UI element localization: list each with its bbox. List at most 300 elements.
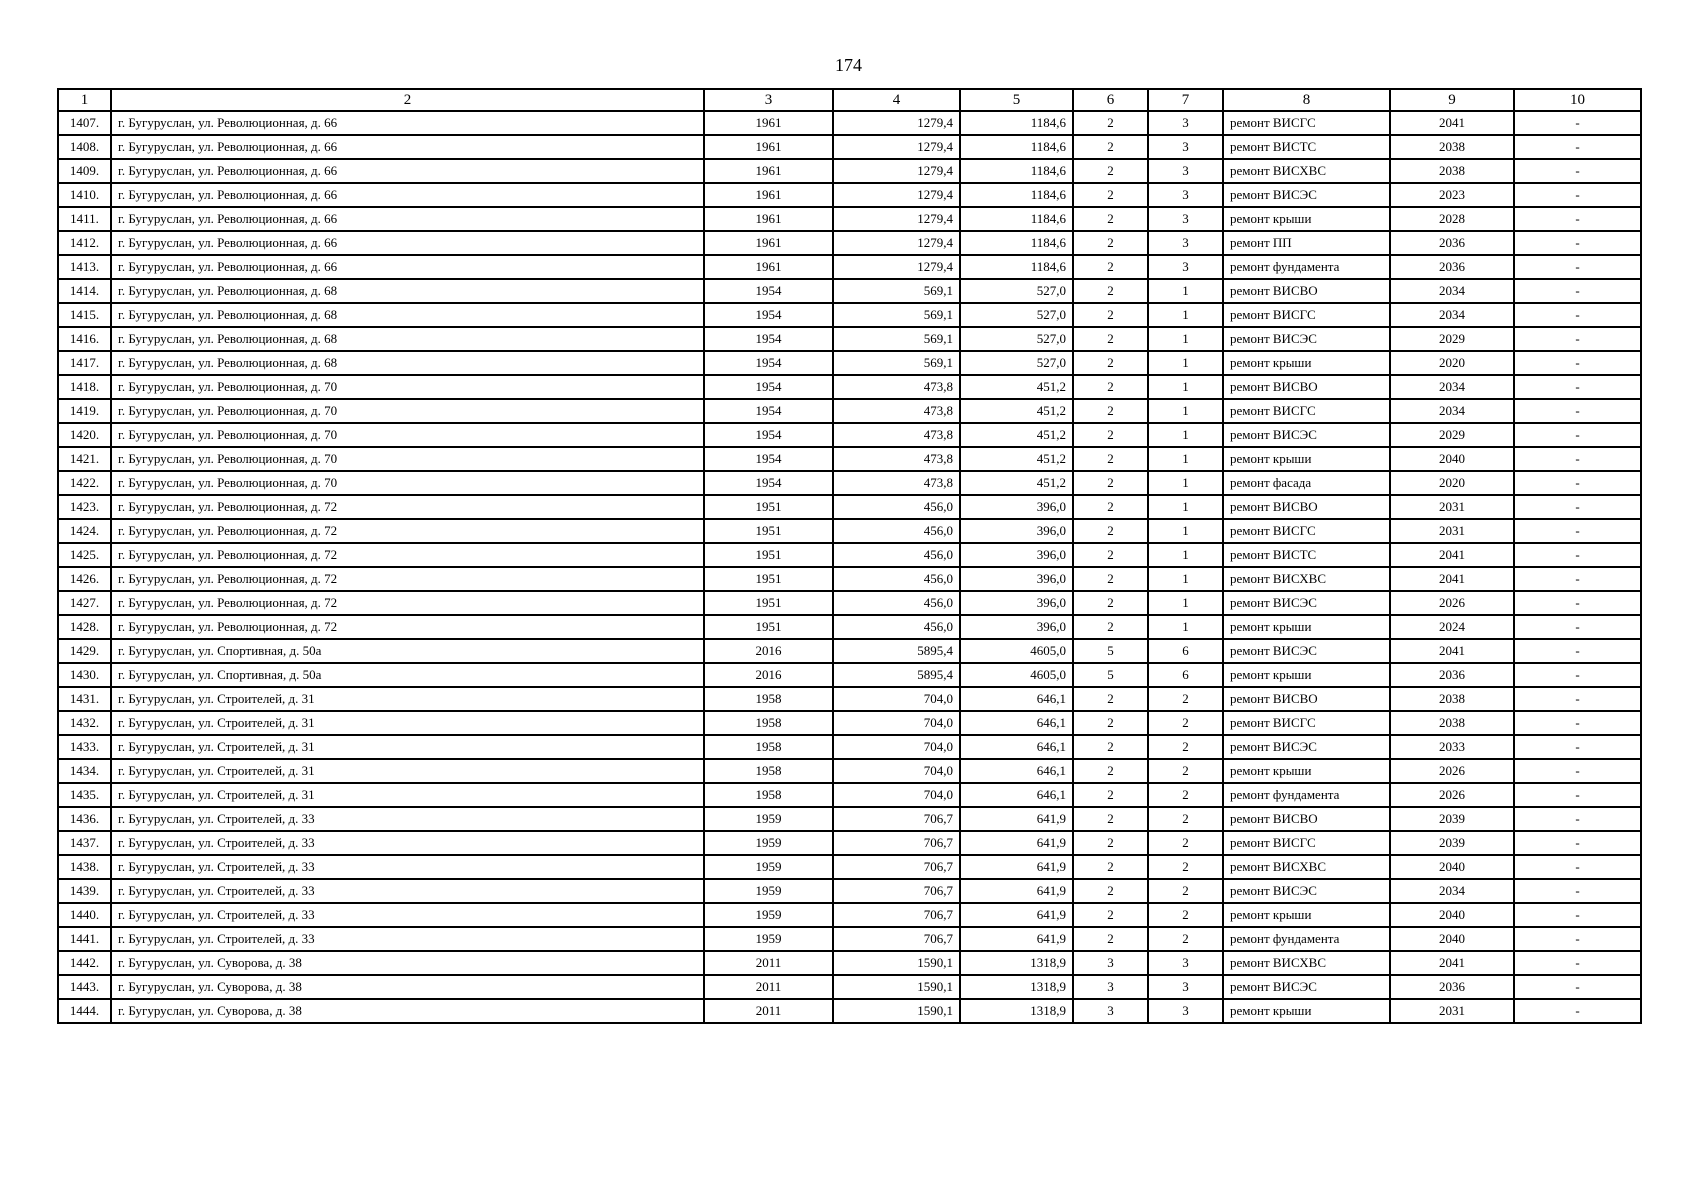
cell-living-area: 396,0 xyxy=(960,519,1073,543)
cell-total-area: 1279,4 xyxy=(833,111,960,135)
cell-total-area: 569,1 xyxy=(833,279,960,303)
cell-living-area: 4605,0 xyxy=(960,663,1073,687)
cell-build-year: 1954 xyxy=(704,279,833,303)
cell-entrances: 3 xyxy=(1148,183,1223,207)
repair-schedule-table xyxy=(57,88,1642,1024)
cell-note: - xyxy=(1514,351,1641,375)
cell-living-area: 641,9 xyxy=(960,927,1073,951)
cell-total-area: 1279,4 xyxy=(833,207,960,231)
cell-address: г. Бугуруслан, ул. Революционная, д. 70 xyxy=(111,399,704,423)
cell-work-type: ремонт фасада xyxy=(1223,471,1390,495)
cell-work-type: ремонт ВИСЭС xyxy=(1223,423,1390,447)
cell-planned-year: 2038 xyxy=(1390,711,1514,735)
cell-note: - xyxy=(1514,615,1641,639)
cell-floors: 2 xyxy=(1073,183,1148,207)
table-row xyxy=(58,687,1641,711)
cell-planned-year: 2029 xyxy=(1390,327,1514,351)
cell-living-area: 1318,9 xyxy=(960,975,1073,999)
cell-work-type: ремонт ПП xyxy=(1223,231,1390,255)
cell-work-type: ремонт ВИСВО xyxy=(1223,807,1390,831)
cell-living-area: 396,0 xyxy=(960,567,1073,591)
cell-entrances: 2 xyxy=(1148,927,1223,951)
cell-note: - xyxy=(1514,927,1641,951)
cell-address: г. Бугуруслан, ул. Суворова, д. 38 xyxy=(111,951,704,975)
cell-planned-year: 2036 xyxy=(1390,255,1514,279)
cell-planned-year: 2026 xyxy=(1390,759,1514,783)
table-row xyxy=(58,591,1641,615)
cell-row-number: 1441. xyxy=(58,927,111,951)
cell-living-area: 527,0 xyxy=(960,351,1073,375)
cell-build-year: 1959 xyxy=(704,855,833,879)
cell-total-area: 704,0 xyxy=(833,735,960,759)
cell-address: г. Бугуруслан, ул. Революционная, д. 66 xyxy=(111,255,704,279)
cell-planned-year: 2038 xyxy=(1390,687,1514,711)
cell-living-area: 646,1 xyxy=(960,711,1073,735)
cell-living-area: 641,9 xyxy=(960,855,1073,879)
cell-work-type: ремонт ВИСГС xyxy=(1223,831,1390,855)
cell-floors: 2 xyxy=(1073,567,1148,591)
cell-address: г. Бугуруслан, ул. Революционная, д. 68 xyxy=(111,303,704,327)
cell-address: г. Бугуруслан, ул. Революционная, д. 70 xyxy=(111,471,704,495)
cell-row-number: 1422. xyxy=(58,471,111,495)
cell-address: г. Бугуруслан, ул. Революционная, д. 70 xyxy=(111,423,704,447)
cell-work-type: ремонт ВИСВО xyxy=(1223,687,1390,711)
cell-row-number: 1418. xyxy=(58,375,111,399)
cell-note: - xyxy=(1514,375,1641,399)
cell-address: г. Бугуруслан, ул. Строителей, д. 33 xyxy=(111,831,704,855)
cell-work-type: ремонт ВИСТС xyxy=(1223,543,1390,567)
table-row xyxy=(58,735,1641,759)
cell-floors: 3 xyxy=(1073,951,1148,975)
cell-address: г. Бугуруслан, ул. Строителей, д. 33 xyxy=(111,879,704,903)
table-row xyxy=(58,711,1641,735)
cell-work-type: ремонт ВИСГС xyxy=(1223,303,1390,327)
cell-row-number: 1426. xyxy=(58,567,111,591)
cell-living-area: 646,1 xyxy=(960,735,1073,759)
cell-total-area: 5895,4 xyxy=(833,663,960,687)
table-row xyxy=(58,495,1641,519)
cell-build-year: 1961 xyxy=(704,255,833,279)
cell-row-number: 1432. xyxy=(58,711,111,735)
cell-build-year: 1958 xyxy=(704,687,833,711)
cell-planned-year: 2036 xyxy=(1390,231,1514,255)
cell-entrances: 1 xyxy=(1148,567,1223,591)
cell-planned-year: 2031 xyxy=(1390,495,1514,519)
cell-note: - xyxy=(1514,183,1641,207)
cell-planned-year: 2041 xyxy=(1390,951,1514,975)
cell-planned-year: 2034 xyxy=(1390,279,1514,303)
cell-floors: 2 xyxy=(1073,543,1148,567)
cell-address: г. Бугуруслан, ул. Революционная, д. 66 xyxy=(111,111,704,135)
cell-floors: 2 xyxy=(1073,279,1148,303)
cell-row-number: 1417. xyxy=(58,351,111,375)
table-row xyxy=(58,543,1641,567)
cell-floors: 5 xyxy=(1073,639,1148,663)
table-row xyxy=(58,567,1641,591)
cell-total-area: 473,8 xyxy=(833,423,960,447)
cell-entrances: 1 xyxy=(1148,399,1223,423)
cell-row-number: 1413. xyxy=(58,255,111,279)
cell-total-area: 1590,1 xyxy=(833,975,960,999)
cell-row-number: 1416. xyxy=(58,327,111,351)
cell-planned-year: 2040 xyxy=(1390,855,1514,879)
cell-planned-year: 2038 xyxy=(1390,135,1514,159)
cell-floors: 2 xyxy=(1073,327,1148,351)
cell-total-area: 456,0 xyxy=(833,495,960,519)
cell-work-type: ремонт ВИСЭС xyxy=(1223,327,1390,351)
cell-build-year: 1958 xyxy=(704,759,833,783)
cell-planned-year: 2031 xyxy=(1390,999,1514,1023)
cell-work-type: ремонт ВИСГС xyxy=(1223,399,1390,423)
cell-living-area: 451,2 xyxy=(960,423,1073,447)
cell-planned-year: 2041 xyxy=(1390,543,1514,567)
cell-living-area: 641,9 xyxy=(960,807,1073,831)
cell-work-type: ремонт ВИСЭС xyxy=(1223,975,1390,999)
cell-work-type: ремонт крыши xyxy=(1223,207,1390,231)
table-row xyxy=(58,399,1641,423)
cell-address: г. Бугуруслан, ул. Революционная, д. 66 xyxy=(111,135,704,159)
cell-work-type: ремонт ВИСХВС xyxy=(1223,159,1390,183)
cell-entrances: 1 xyxy=(1148,447,1223,471)
cell-floors: 2 xyxy=(1073,375,1148,399)
cell-total-area: 473,8 xyxy=(833,471,960,495)
cell-row-number: 1427. xyxy=(58,591,111,615)
cell-row-number: 1435. xyxy=(58,783,111,807)
cell-note: - xyxy=(1514,399,1641,423)
cell-work-type: ремонт крыши xyxy=(1223,351,1390,375)
table-row xyxy=(58,903,1641,927)
cell-entrances: 1 xyxy=(1148,351,1223,375)
cell-row-number: 1415. xyxy=(58,303,111,327)
cell-entrances: 1 xyxy=(1148,591,1223,615)
cell-row-number: 1436. xyxy=(58,807,111,831)
cell-living-area: 641,9 xyxy=(960,831,1073,855)
table-row xyxy=(58,327,1641,351)
cell-entrances: 3 xyxy=(1148,255,1223,279)
cell-entrances: 1 xyxy=(1148,303,1223,327)
cell-total-area: 569,1 xyxy=(833,351,960,375)
cell-build-year: 1954 xyxy=(704,327,833,351)
cell-address: г. Бугуруслан, ул. Суворова, д. 38 xyxy=(111,975,704,999)
cell-row-number: 1421. xyxy=(58,447,111,471)
cell-address: г. Бугуруслан, ул. Революционная, д. 66 xyxy=(111,183,704,207)
column-header-8: 8 xyxy=(1223,89,1390,111)
table-row xyxy=(58,303,1641,327)
cell-build-year: 1958 xyxy=(704,735,833,759)
cell-floors: 2 xyxy=(1073,423,1148,447)
cell-total-area: 5895,4 xyxy=(833,639,960,663)
column-header-1: 1 xyxy=(58,89,111,111)
cell-planned-year: 2036 xyxy=(1390,975,1514,999)
cell-floors: 2 xyxy=(1073,807,1148,831)
cell-planned-year: 2034 xyxy=(1390,303,1514,327)
cell-entrances: 1 xyxy=(1148,375,1223,399)
column-header-2: 2 xyxy=(111,89,704,111)
cell-note: - xyxy=(1514,135,1641,159)
cell-address: г. Бугуруслан, ул. Революционная, д. 68 xyxy=(111,279,704,303)
cell-planned-year: 2026 xyxy=(1390,783,1514,807)
cell-build-year: 1961 xyxy=(704,231,833,255)
table-row xyxy=(58,927,1641,951)
cell-row-number: 1428. xyxy=(58,615,111,639)
table-row xyxy=(58,231,1641,255)
cell-work-type: ремонт фундамента xyxy=(1223,783,1390,807)
cell-planned-year: 2026 xyxy=(1390,591,1514,615)
cell-build-year: 1961 xyxy=(704,159,833,183)
cell-work-type: ремонт ВИСЭС xyxy=(1223,591,1390,615)
cell-address: г. Бугуруслан, ул. Революционная, д. 68 xyxy=(111,351,704,375)
cell-row-number: 1423. xyxy=(58,495,111,519)
cell-build-year: 1959 xyxy=(704,927,833,951)
cell-total-area: 1590,1 xyxy=(833,999,960,1023)
cell-row-number: 1444. xyxy=(58,999,111,1023)
cell-entrances: 2 xyxy=(1148,759,1223,783)
table-row xyxy=(58,207,1641,231)
cell-work-type: ремонт ВИСЭС xyxy=(1223,735,1390,759)
cell-total-area: 706,7 xyxy=(833,855,960,879)
cell-floors: 2 xyxy=(1073,351,1148,375)
cell-build-year: 1954 xyxy=(704,399,833,423)
cell-work-type: ремонт фундамента xyxy=(1223,927,1390,951)
table-row xyxy=(58,951,1641,975)
cell-entrances: 2 xyxy=(1148,831,1223,855)
cell-note: - xyxy=(1514,855,1641,879)
cell-address: г. Бугуруслан, ул. Революционная, д. 72 xyxy=(111,519,704,543)
cell-row-number: 1437. xyxy=(58,831,111,855)
header-row xyxy=(58,89,1641,111)
cell-entrances: 2 xyxy=(1148,711,1223,735)
cell-row-number: 1424. xyxy=(58,519,111,543)
cell-living-area: 451,2 xyxy=(960,471,1073,495)
cell-work-type: ремонт ВИСВО xyxy=(1223,375,1390,399)
cell-entrances: 3 xyxy=(1148,999,1223,1023)
cell-entrances: 1 xyxy=(1148,543,1223,567)
table-row xyxy=(58,855,1641,879)
cell-address: г. Бугуруслан, ул. Строителей, д. 31 xyxy=(111,687,704,711)
cell-planned-year: 2040 xyxy=(1390,903,1514,927)
cell-build-year: 1961 xyxy=(704,111,833,135)
cell-build-year: 1954 xyxy=(704,447,833,471)
cell-note: - xyxy=(1514,807,1641,831)
cell-note: - xyxy=(1514,327,1641,351)
cell-note: - xyxy=(1514,663,1641,687)
table-row xyxy=(58,111,1641,135)
cell-note: - xyxy=(1514,279,1641,303)
cell-floors: 2 xyxy=(1073,303,1148,327)
cell-planned-year: 2039 xyxy=(1390,807,1514,831)
column-header-4: 4 xyxy=(833,89,960,111)
cell-note: - xyxy=(1514,231,1641,255)
table-row xyxy=(58,471,1641,495)
table-row xyxy=(58,759,1641,783)
cell-work-type: ремонт крыши xyxy=(1223,999,1390,1023)
cell-planned-year: 2028 xyxy=(1390,207,1514,231)
cell-floors: 2 xyxy=(1073,231,1148,255)
cell-build-year: 1954 xyxy=(704,423,833,447)
cell-entrances: 2 xyxy=(1148,687,1223,711)
cell-total-area: 704,0 xyxy=(833,783,960,807)
cell-entrances: 2 xyxy=(1148,807,1223,831)
cell-living-area: 1184,6 xyxy=(960,231,1073,255)
cell-floors: 2 xyxy=(1073,711,1148,735)
cell-work-type: ремонт крыши xyxy=(1223,447,1390,471)
cell-row-number: 1440. xyxy=(58,903,111,927)
cell-entrances: 2 xyxy=(1148,735,1223,759)
cell-floors: 2 xyxy=(1073,111,1148,135)
cell-work-type: ремонт ВИСЭС xyxy=(1223,183,1390,207)
cell-living-area: 646,1 xyxy=(960,759,1073,783)
cell-row-number: 1443. xyxy=(58,975,111,999)
cell-row-number: 1442. xyxy=(58,951,111,975)
cell-living-area: 1184,6 xyxy=(960,183,1073,207)
cell-note: - xyxy=(1514,423,1641,447)
cell-total-area: 1279,4 xyxy=(833,159,960,183)
cell-total-area: 1279,4 xyxy=(833,183,960,207)
cell-address: г. Бугуруслан, ул. Революционная, д. 72 xyxy=(111,543,704,567)
cell-floors: 2 xyxy=(1073,783,1148,807)
cell-work-type: ремонт ВИСЭС xyxy=(1223,879,1390,903)
cell-work-type: ремонт ВИСВО xyxy=(1223,495,1390,519)
column-header-10: 10 xyxy=(1514,89,1641,111)
cell-address: г. Бугуруслан, ул. Революционная, д. 68 xyxy=(111,327,704,351)
cell-planned-year: 2038 xyxy=(1390,159,1514,183)
cell-floors: 2 xyxy=(1073,255,1148,279)
cell-floors: 2 xyxy=(1073,471,1148,495)
cell-row-number: 1410. xyxy=(58,183,111,207)
cell-total-area: 706,7 xyxy=(833,831,960,855)
cell-planned-year: 2036 xyxy=(1390,663,1514,687)
cell-entrances: 3 xyxy=(1148,135,1223,159)
cell-entrances: 3 xyxy=(1148,975,1223,999)
cell-build-year: 1959 xyxy=(704,903,833,927)
cell-build-year: 1958 xyxy=(704,711,833,735)
cell-total-area: 706,7 xyxy=(833,903,960,927)
cell-row-number: 1434. xyxy=(58,759,111,783)
cell-build-year: 1951 xyxy=(704,543,833,567)
cell-total-area: 706,7 xyxy=(833,927,960,951)
cell-entrances: 1 xyxy=(1148,519,1223,543)
cell-row-number: 1412. xyxy=(58,231,111,255)
cell-work-type: ремонт ВИСГС xyxy=(1223,519,1390,543)
table-row xyxy=(58,351,1641,375)
cell-address: г. Бугуруслан, ул. Революционная, д. 66 xyxy=(111,231,704,255)
table-row xyxy=(58,159,1641,183)
cell-living-area: 646,1 xyxy=(960,687,1073,711)
cell-planned-year: 2034 xyxy=(1390,879,1514,903)
cell-work-type: ремонт крыши xyxy=(1223,903,1390,927)
cell-entrances: 3 xyxy=(1148,207,1223,231)
cell-work-type: ремонт ВИСТС xyxy=(1223,135,1390,159)
cell-build-year: 1954 xyxy=(704,471,833,495)
cell-note: - xyxy=(1514,159,1641,183)
cell-entrances: 6 xyxy=(1148,639,1223,663)
cell-row-number: 1425. xyxy=(58,543,111,567)
cell-total-area: 1279,4 xyxy=(833,231,960,255)
cell-note: - xyxy=(1514,255,1641,279)
cell-row-number: 1419. xyxy=(58,399,111,423)
cell-total-area: 456,0 xyxy=(833,543,960,567)
cell-total-area: 569,1 xyxy=(833,327,960,351)
table-row xyxy=(58,255,1641,279)
table-row xyxy=(58,183,1641,207)
cell-build-year: 2016 xyxy=(704,663,833,687)
cell-note: - xyxy=(1514,519,1641,543)
column-header-6: 6 xyxy=(1073,89,1148,111)
cell-address: г. Бугуруслан, ул. Строителей, д. 33 xyxy=(111,927,704,951)
cell-address: г. Бугуруслан, ул. Спортивная, д. 50а xyxy=(111,663,704,687)
cell-row-number: 1439. xyxy=(58,879,111,903)
cell-entrances: 2 xyxy=(1148,903,1223,927)
cell-planned-year: 2031 xyxy=(1390,519,1514,543)
cell-row-number: 1409. xyxy=(58,159,111,183)
cell-total-area: 706,7 xyxy=(833,879,960,903)
column-header-9: 9 xyxy=(1390,89,1514,111)
cell-note: - xyxy=(1514,759,1641,783)
cell-planned-year: 2024 xyxy=(1390,615,1514,639)
cell-living-area: 396,0 xyxy=(960,495,1073,519)
table-row xyxy=(58,375,1641,399)
cell-work-type: ремонт ВИСВО xyxy=(1223,279,1390,303)
cell-planned-year: 2039 xyxy=(1390,831,1514,855)
cell-row-number: 1411. xyxy=(58,207,111,231)
cell-entrances: 2 xyxy=(1148,783,1223,807)
cell-total-area: 704,0 xyxy=(833,711,960,735)
cell-living-area: 451,2 xyxy=(960,399,1073,423)
cell-note: - xyxy=(1514,951,1641,975)
cell-total-area: 1279,4 xyxy=(833,255,960,279)
cell-work-type: ремонт ВИСГС xyxy=(1223,711,1390,735)
column-header-3: 3 xyxy=(704,89,833,111)
cell-living-area: 1184,6 xyxy=(960,135,1073,159)
cell-entrances: 3 xyxy=(1148,231,1223,255)
cell-address: г. Бугуруслан, ул. Строителей, д. 31 xyxy=(111,783,704,807)
cell-build-year: 1959 xyxy=(704,879,833,903)
cell-work-type: ремонт крыши xyxy=(1223,759,1390,783)
cell-work-type: ремонт фундамента xyxy=(1223,255,1390,279)
cell-floors: 2 xyxy=(1073,927,1148,951)
cell-address: г. Бугуруслан, ул. Революционная, д. 72 xyxy=(111,495,704,519)
cell-row-number: 1438. xyxy=(58,855,111,879)
cell-address: г. Бугуруслан, ул. Революционная, д. 70 xyxy=(111,375,704,399)
cell-build-year: 1961 xyxy=(704,207,833,231)
cell-entrances: 2 xyxy=(1148,879,1223,903)
cell-note: - xyxy=(1514,783,1641,807)
cell-note: - xyxy=(1514,207,1641,231)
cell-build-year: 1961 xyxy=(704,135,833,159)
table-row xyxy=(58,831,1641,855)
cell-total-area: 706,7 xyxy=(833,807,960,831)
cell-build-year: 1951 xyxy=(704,495,833,519)
cell-build-year: 1958 xyxy=(704,783,833,807)
table-row xyxy=(58,999,1641,1023)
cell-build-year: 1951 xyxy=(704,615,833,639)
cell-row-number: 1431. xyxy=(58,687,111,711)
cell-total-area: 473,8 xyxy=(833,399,960,423)
cell-floors: 2 xyxy=(1073,759,1148,783)
cell-row-number: 1420. xyxy=(58,423,111,447)
cell-total-area: 704,0 xyxy=(833,759,960,783)
cell-floors: 2 xyxy=(1073,615,1148,639)
cell-planned-year: 2020 xyxy=(1390,471,1514,495)
cell-work-type: ремонт ВИСЭС xyxy=(1223,639,1390,663)
cell-row-number: 1408. xyxy=(58,135,111,159)
cell-total-area: 473,8 xyxy=(833,375,960,399)
cell-floors: 2 xyxy=(1073,135,1148,159)
cell-living-area: 396,0 xyxy=(960,543,1073,567)
cell-build-year: 1961 xyxy=(704,183,833,207)
cell-planned-year: 2040 xyxy=(1390,927,1514,951)
cell-entrances: 1 xyxy=(1148,615,1223,639)
